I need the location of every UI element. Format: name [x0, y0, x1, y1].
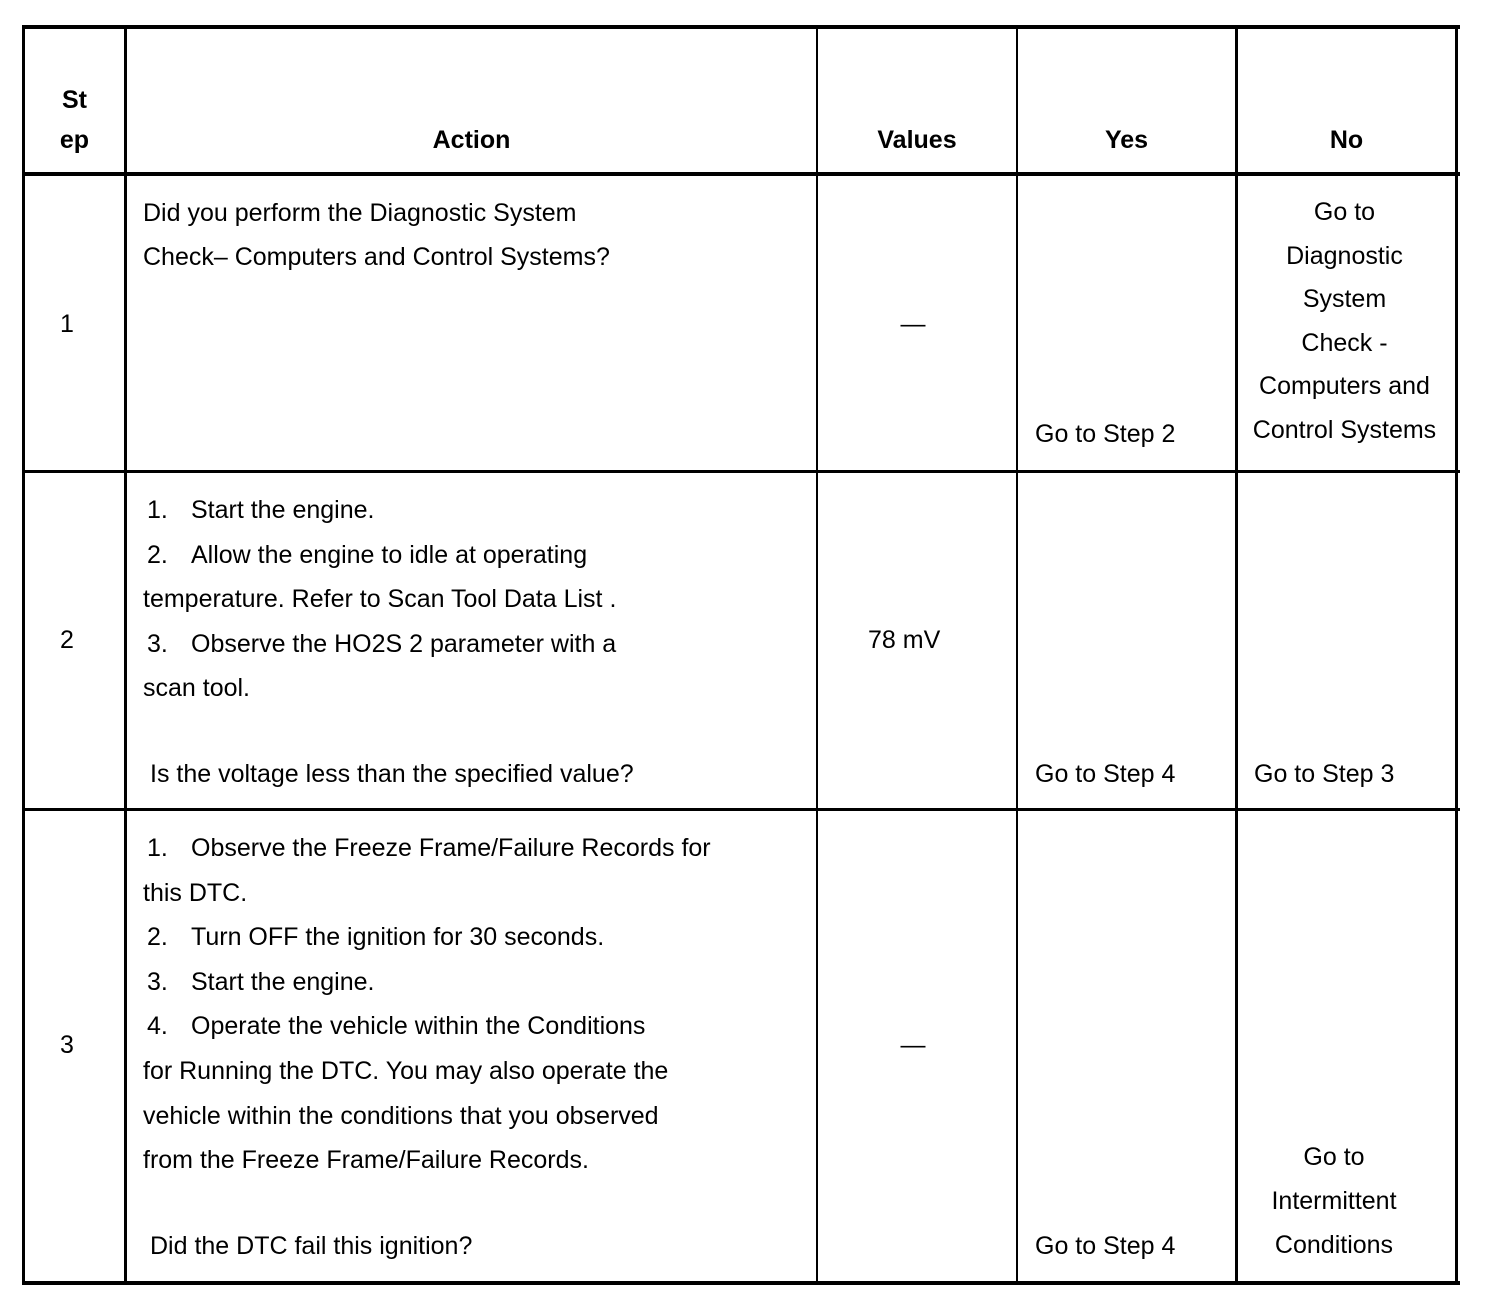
row3-no-line2: Intermittent — [1271, 1187, 1397, 1215]
row1-value: — — [900, 310, 926, 338]
list-item-number: 4. — [147, 1012, 168, 1041]
list-item-number: 3. — [147, 629, 168, 658]
list-item-text: Observe the HO2S 2 parameter with a — [191, 629, 617, 658]
header-action: Action — [432, 126, 511, 154]
list-item-text: Allow the engine to idle at operating — [191, 540, 588, 569]
table-border-right — [1455, 25, 1458, 1285]
header-no: No — [1329, 126, 1364, 154]
row1-step: 1 — [60, 310, 74, 338]
row3-no — [1238, 1135, 1430, 1267]
row2-no: Go to Step 3 — [1254, 760, 1395, 788]
list-item-continued: scan tool. — [143, 674, 251, 702]
header-values: Values — [877, 126, 957, 154]
list-item-number: 3. — [147, 967, 168, 996]
list-item — [143, 826, 711, 871]
list-item-continued: this DTC. — [143, 878, 248, 907]
row1-no — [1242, 191, 1447, 453]
row2-step: 2 — [60, 626, 74, 654]
list-item-text: Start the engine. — [191, 967, 375, 996]
header-step-line2: ep — [59, 126, 90, 154]
header-yes: Yes — [1104, 126, 1149, 154]
row1-no-line6: Control Systems — [1252, 415, 1437, 444]
list-item — [143, 622, 616, 667]
col-divider-action — [816, 25, 818, 1285]
table-border-top — [22, 25, 1460, 29]
row3-action-list — [143, 826, 711, 1183]
row1-yes: Go to Step 2 — [1035, 420, 1176, 448]
list-item-number: 2. — [147, 923, 168, 952]
list-item-continued: vehicle within the conditions that you observed — [143, 1101, 659, 1130]
col-divider-step — [124, 25, 127, 1285]
header-step — [25, 80, 124, 160]
list-item-continued: from the Freeze Frame/Failure Records. — [143, 1146, 589, 1175]
header-divider — [22, 172, 1460, 176]
row2-value: 78 mV — [868, 626, 941, 654]
row1-no-line2: Diagnostic — [1286, 241, 1403, 270]
list-item — [143, 1004, 711, 1049]
row3-no-line1: Go to — [1303, 1143, 1365, 1171]
list-item-number: 1. — [147, 834, 168, 862]
row2-question: Is the voltage less than the specified value? — [150, 760, 634, 788]
list-item-number: 1. — [147, 496, 168, 524]
row1-no-line5: Computers and — [1259, 372, 1430, 401]
row-divider-1 — [22, 470, 1460, 473]
row1-no-line4: Check - — [1301, 328, 1388, 357]
table-border-bottom — [22, 1281, 1460, 1285]
row3-value: — — [900, 1031, 926, 1059]
list-item-continued: for Running the DTC. You may also operate the — [143, 1056, 669, 1085]
list-item-text: Turn OFF the ignition for 30 seconds. — [191, 923, 605, 952]
list-item-number: 2. — [147, 540, 168, 569]
row1-no-line1: Go to — [1313, 198, 1376, 226]
row2-action-list — [143, 488, 616, 711]
row3-question: Did the DTC fail this ignition? — [150, 1232, 473, 1260]
list-item — [143, 488, 616, 533]
row2-yes: Go to Step 4 — [1035, 760, 1176, 788]
list-item — [143, 533, 616, 578]
row1-action — [143, 191, 610, 279]
list-item — [143, 960, 711, 1005]
list-item-text: Start the engine. — [191, 496, 375, 524]
row1-action-line2: Check– Computers and Control Systems? — [143, 243, 610, 271]
list-item-text: Operate the vehicle within the Conditions — [191, 1012, 646, 1041]
row3-yes: Go to Step 4 — [1035, 1232, 1176, 1260]
col-divider-values — [1016, 25, 1018, 1285]
row3-no-line3: Conditions — [1274, 1231, 1394, 1259]
row1-action-line1: Did you perform the Diagnostic System — [143, 199, 577, 227]
list-item-continued: temperature. Refer to Scan Tool Data List . — [143, 585, 617, 613]
row3-step: 3 — [60, 1031, 74, 1059]
col-divider-yes — [1235, 25, 1238, 1285]
list-item — [143, 915, 711, 960]
row-divider-2 — [22, 808, 1460, 811]
row1-no-line3: System — [1302, 285, 1387, 314]
header-step-line1: St — [62, 86, 87, 114]
list-item-text: Observe the Freeze Frame/Failure Records for — [191, 834, 711, 862]
